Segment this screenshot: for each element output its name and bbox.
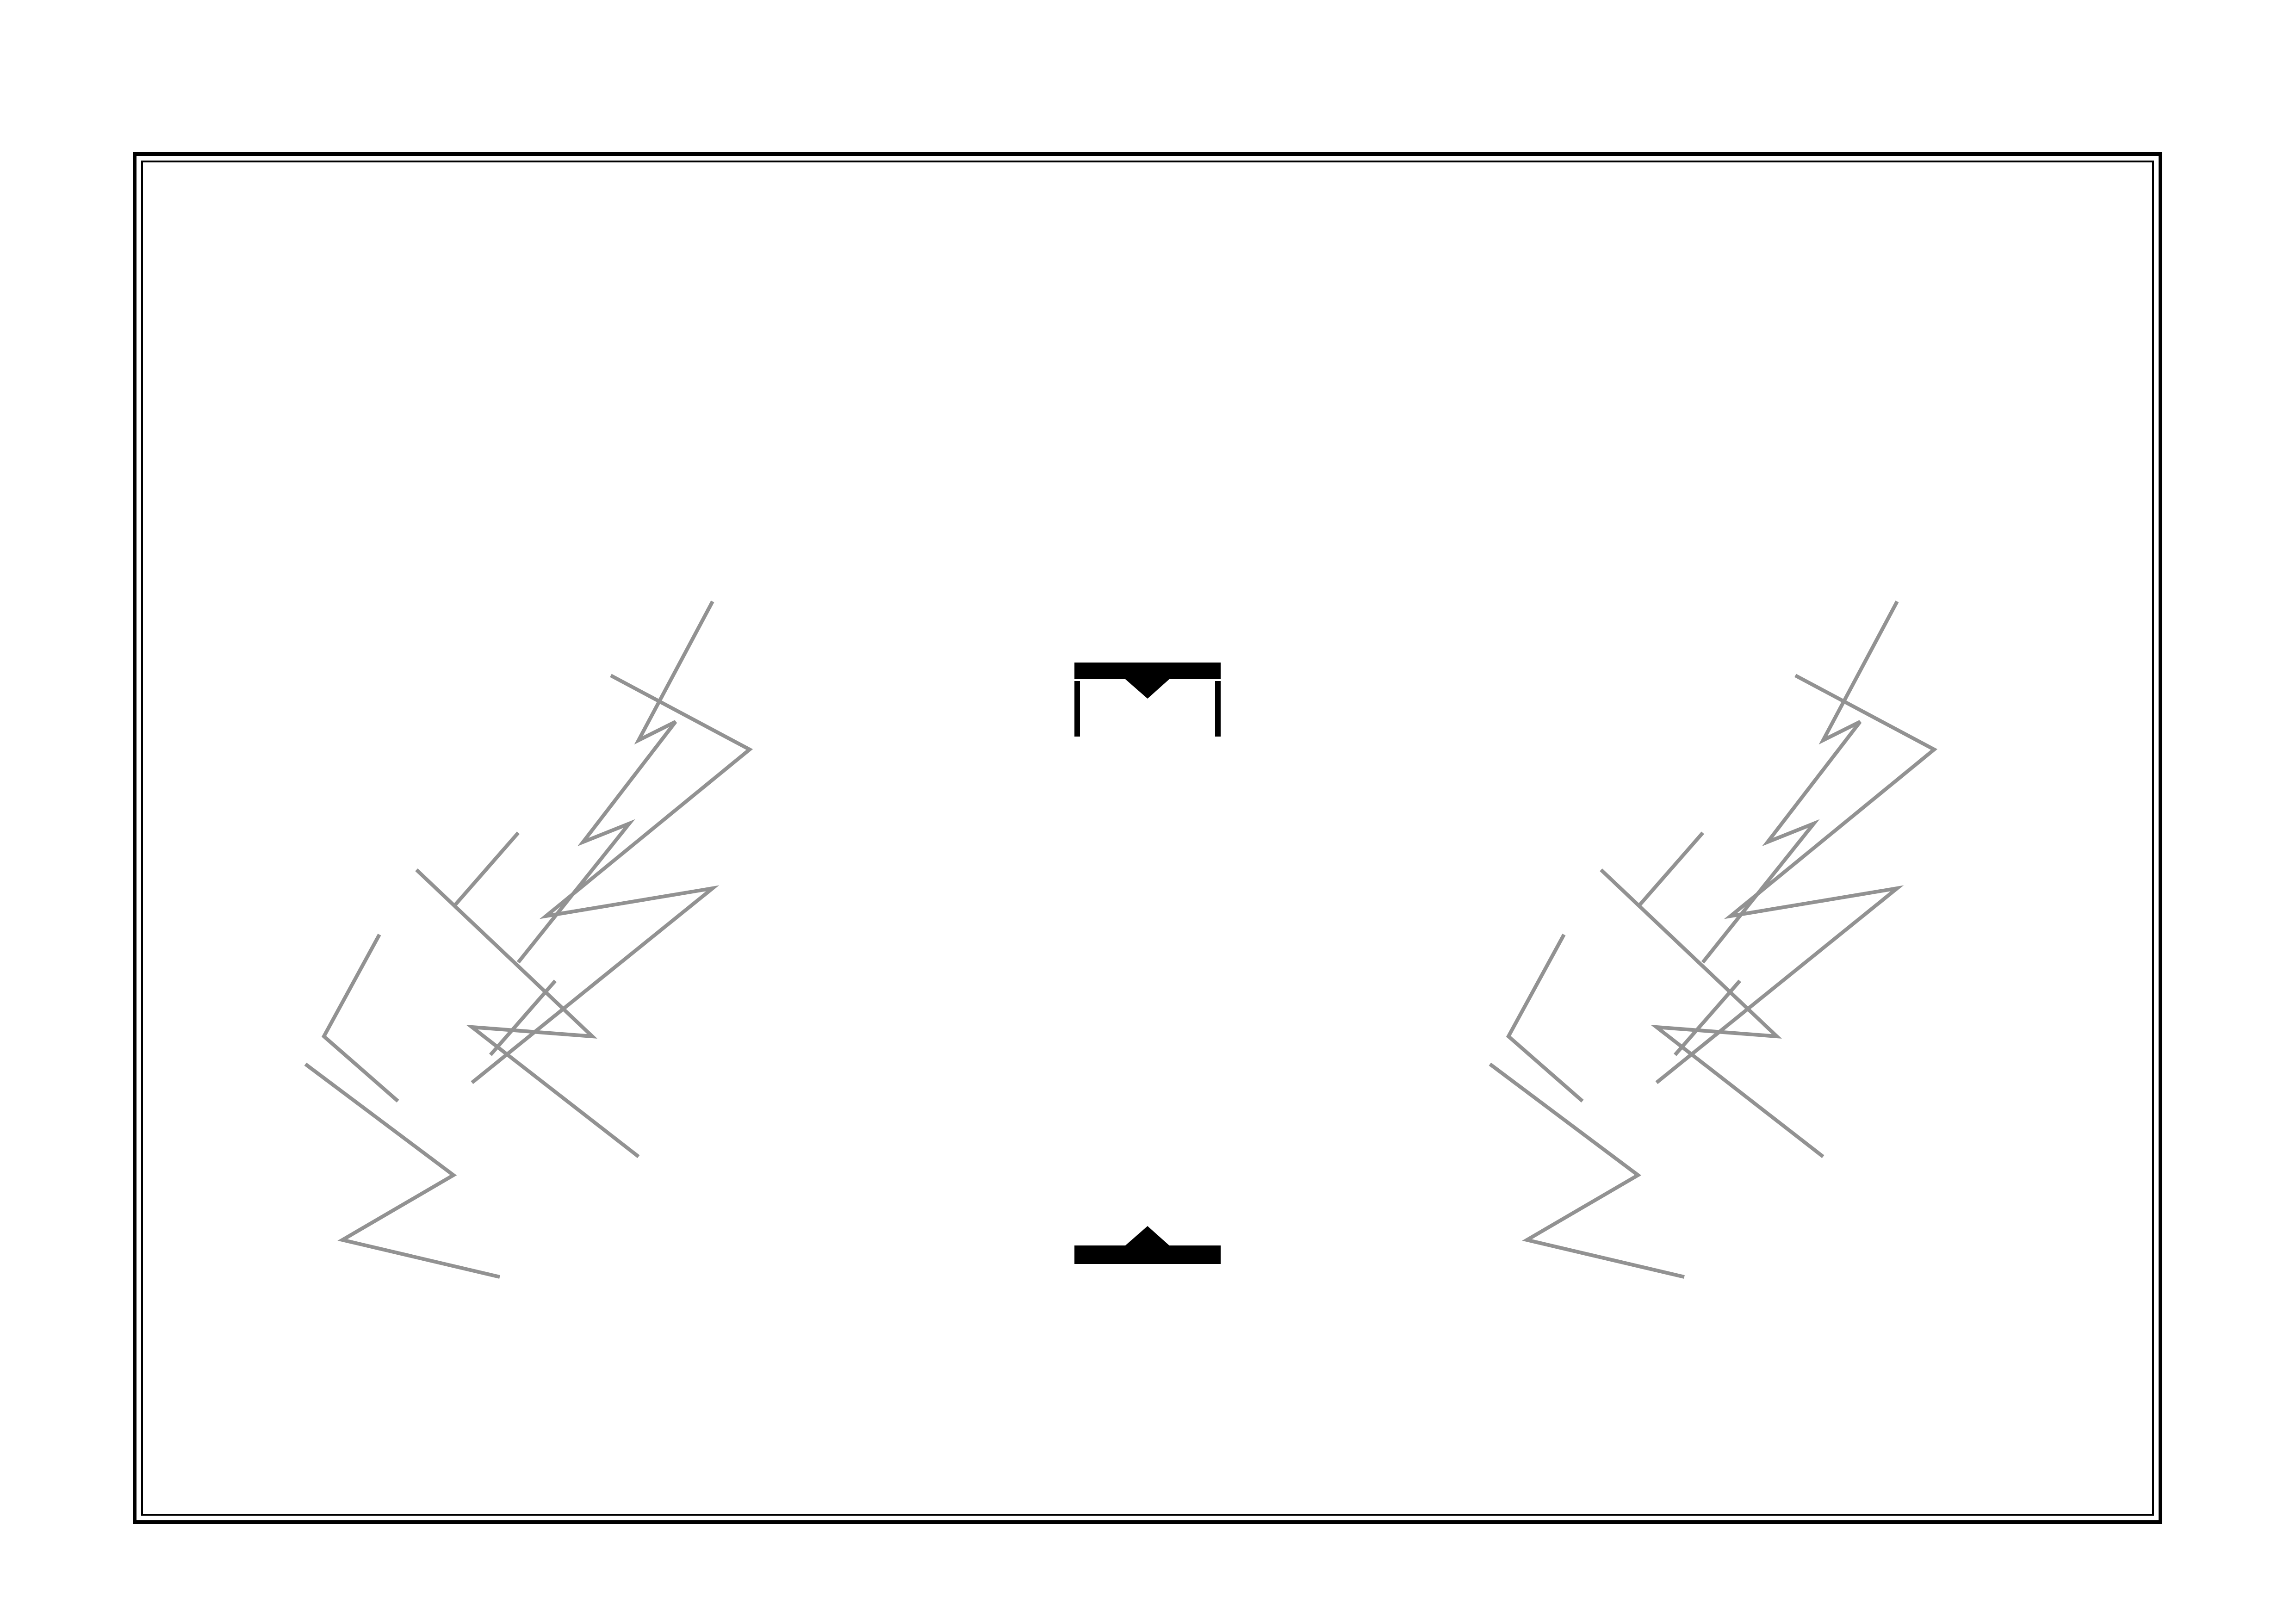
spine-bottom-bar (1074, 1226, 1221, 1264)
spine-ornaments (1074, 663, 1222, 1264)
spine-left-notch-top (1074, 681, 1080, 737)
spine-right-notch-top (1215, 681, 1221, 737)
spine-top-bar (1074, 663, 1221, 699)
